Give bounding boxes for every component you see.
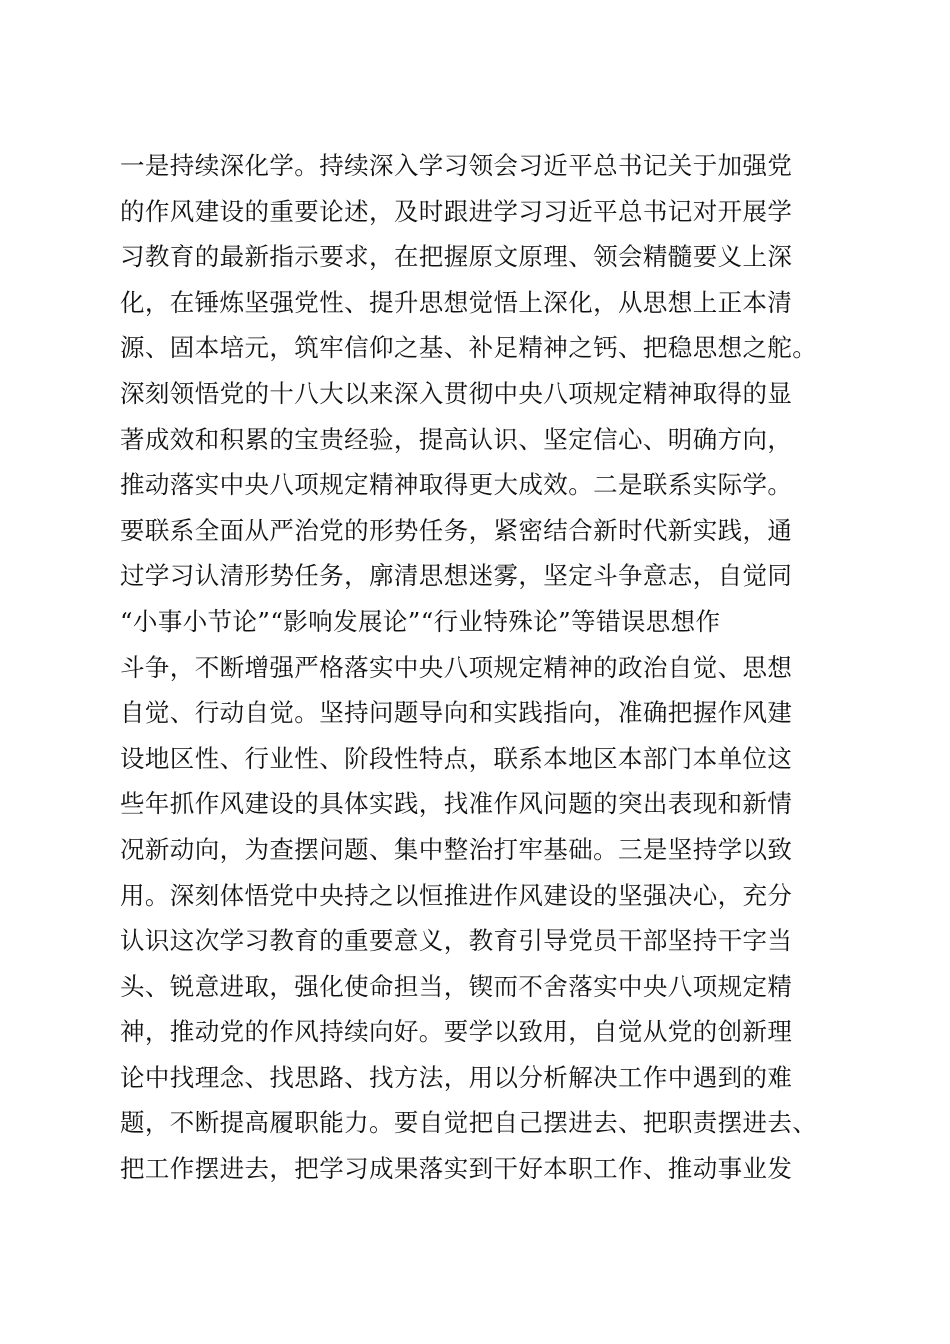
text-line: 况新动向，为查摆问题、集中整治打牢基础。三是坚持学以致 bbox=[120, 834, 793, 864]
text-line: 著成效和积累的宝贵经验，提高认识、坚定信心、明确方向， bbox=[120, 424, 793, 454]
text-line: 过学习认清形势任务，廓清思想迷雾，坚定斗争意志，自觉同 bbox=[120, 561, 793, 591]
text-line: 用。深刻体悟党中央持之以恒推进作风建设的坚强决心，充分 bbox=[120, 880, 793, 910]
text-line: 题，不断提高履职能力。要自觉把自己摆进去、把职责摆进去、 bbox=[120, 1108, 818, 1138]
text-line: 些年抓作风建设的具体实践，找准作风问题的突出表现和新情 bbox=[120, 789, 793, 819]
text-line: 的作风建设的重要论述，及时跟进学习习近平总书记对开展学 bbox=[120, 196, 793, 226]
text-line: 要联系全面从严治党的形势任务，紧密结合新时代新实践，通 bbox=[120, 515, 793, 545]
text-line: 源、固本培元，筑牢信仰之基、补足精神之钙、把稳思想之舵。 bbox=[120, 333, 818, 363]
text-line: 习教育的最新指示要求，在把握原文原理、领会精髓要义上深 bbox=[120, 242, 793, 272]
text-line: 神，推动党的作风持续向好。要学以致用，自觉从党的创新理 bbox=[120, 1017, 793, 1047]
text-line: 论中找理念、找思路、找方法，用以分析解决工作中遇到的难 bbox=[120, 1062, 793, 1092]
text-line: 认识这次学习教育的重要意义，教育引导党员干部坚持干字当 bbox=[120, 926, 793, 956]
text-line: 把工作摆进去，把学习成果落实到干好本职工作、推动事业发 bbox=[120, 1154, 793, 1184]
text-line: 深刻领悟党的十八大以来深入贯彻中央八项规定精神取得的显 bbox=[120, 378, 793, 408]
body-text bbox=[120, 143, 840, 1192]
text-line: 推动落实中央八项规定精神取得更大成效。二是联系实际学。 bbox=[120, 470, 793, 500]
text-line: 头、锐意进取，强化使命担当，锲而不舍落实中央八项规定精 bbox=[120, 971, 793, 1001]
text-line: 斗争，不断增强严格落实中央八项规定精神的政治自觉、思想 bbox=[120, 652, 793, 682]
text-line: 设地区性、行业性、阶段性特点，联系本地区本部门本单位这 bbox=[120, 743, 793, 773]
text-line: 一是持续深化学。持续深入学习领会习近平总书记关于加强党 bbox=[120, 151, 793, 180]
text-line: 化，在锤炼坚强党性、提升思想觉悟上深化，从思想上正本清 bbox=[120, 287, 793, 317]
text-line: “小事小节论”“影响发展论”“行业特殊论”等错误思想作 bbox=[120, 606, 721, 636]
text-line: 自觉、行动自觉。坚持问题导向和实践指向，准确把握作风建 bbox=[120, 698, 793, 728]
